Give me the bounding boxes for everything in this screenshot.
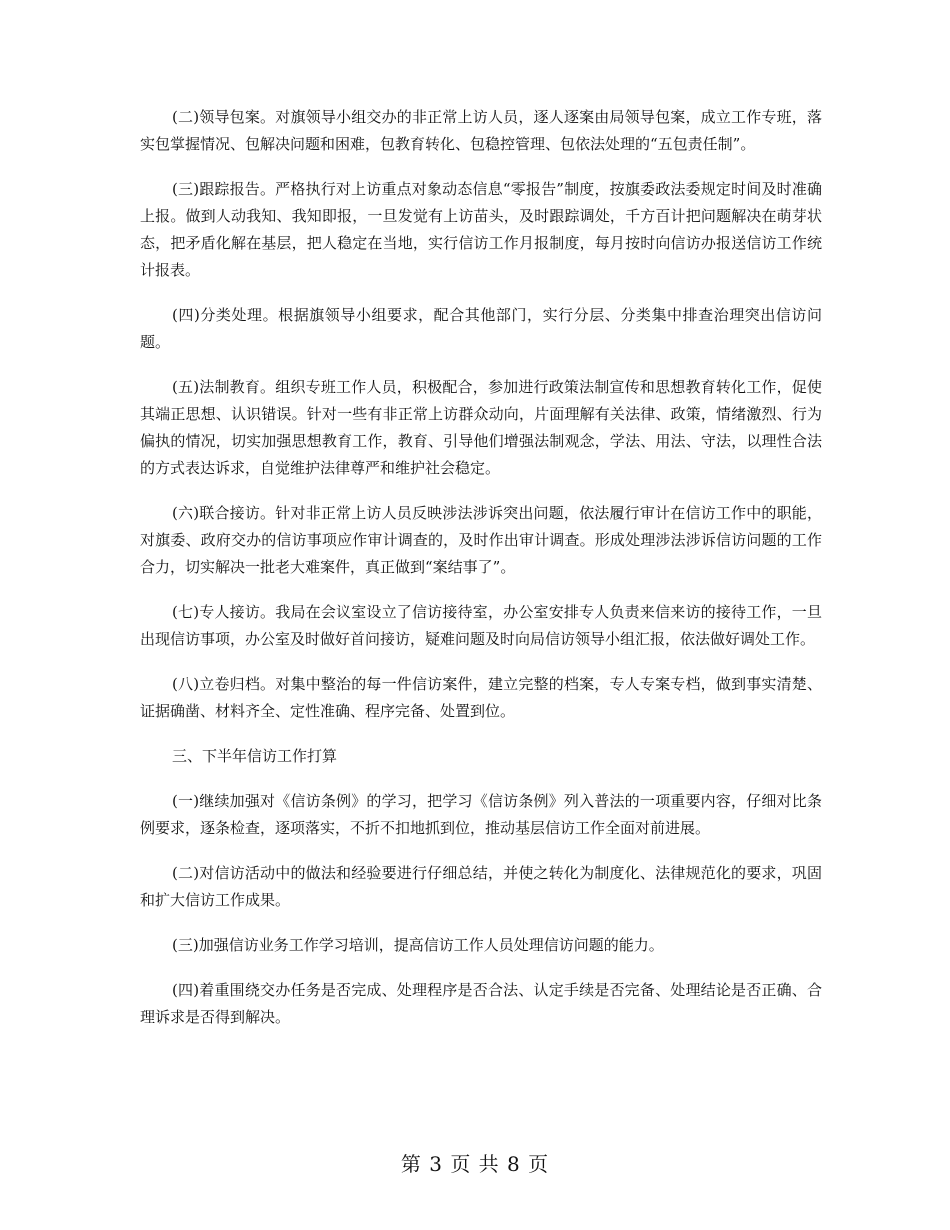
paragraph-classified-handling: (四)分类处理。根据旗领导小组要求，配合其他部门，实行分层、分类集中排查治理突出信访问题。 xyxy=(140,306,822,351)
section-paragraph-1: (一)继续加强对《信访条例》的学习，把学习《信访条例》列入普法的一项重要内容，仔细对比条例要求，逐条检查，逐项落实，不折不扣地抓到位，推动基层信访工作全面对前进展。 xyxy=(140,792,822,837)
paragraph-dedicated-reception: (七)专人接访。我局在会议室设立了信访接待室，办公室安排专人负责来信来访的接待工作，一旦出现信访事项，办公室及时做好首问接访，疑难问题及时向局信访领导小组汇报，依法做好调处工作。 xyxy=(140,603,822,648)
section-heading: 三、下半年信访工作打算 xyxy=(172,747,338,765)
paragraph-tracking-report: (三)跟踪报告。严格执行对上访重点对象动态信息“零报告”制度，按旗委政法委规定时间及时准确上报。做到人动我知、我知即报，一旦发觉有上访苗头，及时跟踪调处，千方百计把问题解决在萌芽状态，把矛盾化解在基层，把人稳定在当地，实行信访工作月报制度，每月按时向信访办报送信访工作统计报表。 xyxy=(140,180,822,279)
document-body xyxy=(140,104,822,1049)
paragraph-filing-archiving: (八)立卷归档。对集中整治的每一件信访案件，建立完整的档案，专人专案专档，做到事实清楚、证据确凿、材料齐全、定性准确、程序完备、处置到位。 xyxy=(140,675,822,720)
section-paragraph-2: (二)对信访活动中的做法和经验要进行仔细总结，并使之转化为制度化、法律规范化的要求，巩固和扩大信访工作成果。 xyxy=(140,864,822,909)
section-paragraph-4: (四)着重围绕交办任务是否完成、处理程序是否合法、认定手续是否完备、处理结论是否正确、合理诉求是否得到解决。 xyxy=(140,981,822,1026)
paragraph-joint-reception: (六)联合接访。针对非正常上访人员反映涉法涉诉突出问题，依法履行审计在信访工作中的职能，对旗委、政府交办的信访事项应作审计调查的，及时作出审计调查。形成处理涉法涉诉信访问题的工作合力，切实解决一批老大难案件，真正做到“案结事了”。 xyxy=(140,504,822,576)
paragraph-legal-education: (五)法制教育。组织专班工作人员，积极配合，参加进行政策法制宣传和思想教育转化工作，促使其端正思想、认识错误。针对一些有非正常上访群众动向，片面理解有关法律、政策，情绪激烈、行为偏执的情况，切实加强思想教育工作，教育、引导他们增强法制观念，学法、用法、守法，以理性合法的方式表达诉求，自觉维护法律尊严和维护社会稳定。 xyxy=(140,378,822,477)
paragraph-leadership-case: (二)领导包案。对旗领导小组交办的非正常上访人员，逐人逐案由局领导包案，成立工作专班，落实包掌握情况、包解决问题和困难，包教育转化、包稳控管理、包依法处理的“五包责任制”。 xyxy=(140,108,822,153)
page-number-footer: 第 3 页 共 8 页 xyxy=(400,1152,550,1176)
section-paragraph-3: (三)加强信访业务工作学习培训，提高信访工作人员处理信访问题的能力。 xyxy=(172,936,664,954)
